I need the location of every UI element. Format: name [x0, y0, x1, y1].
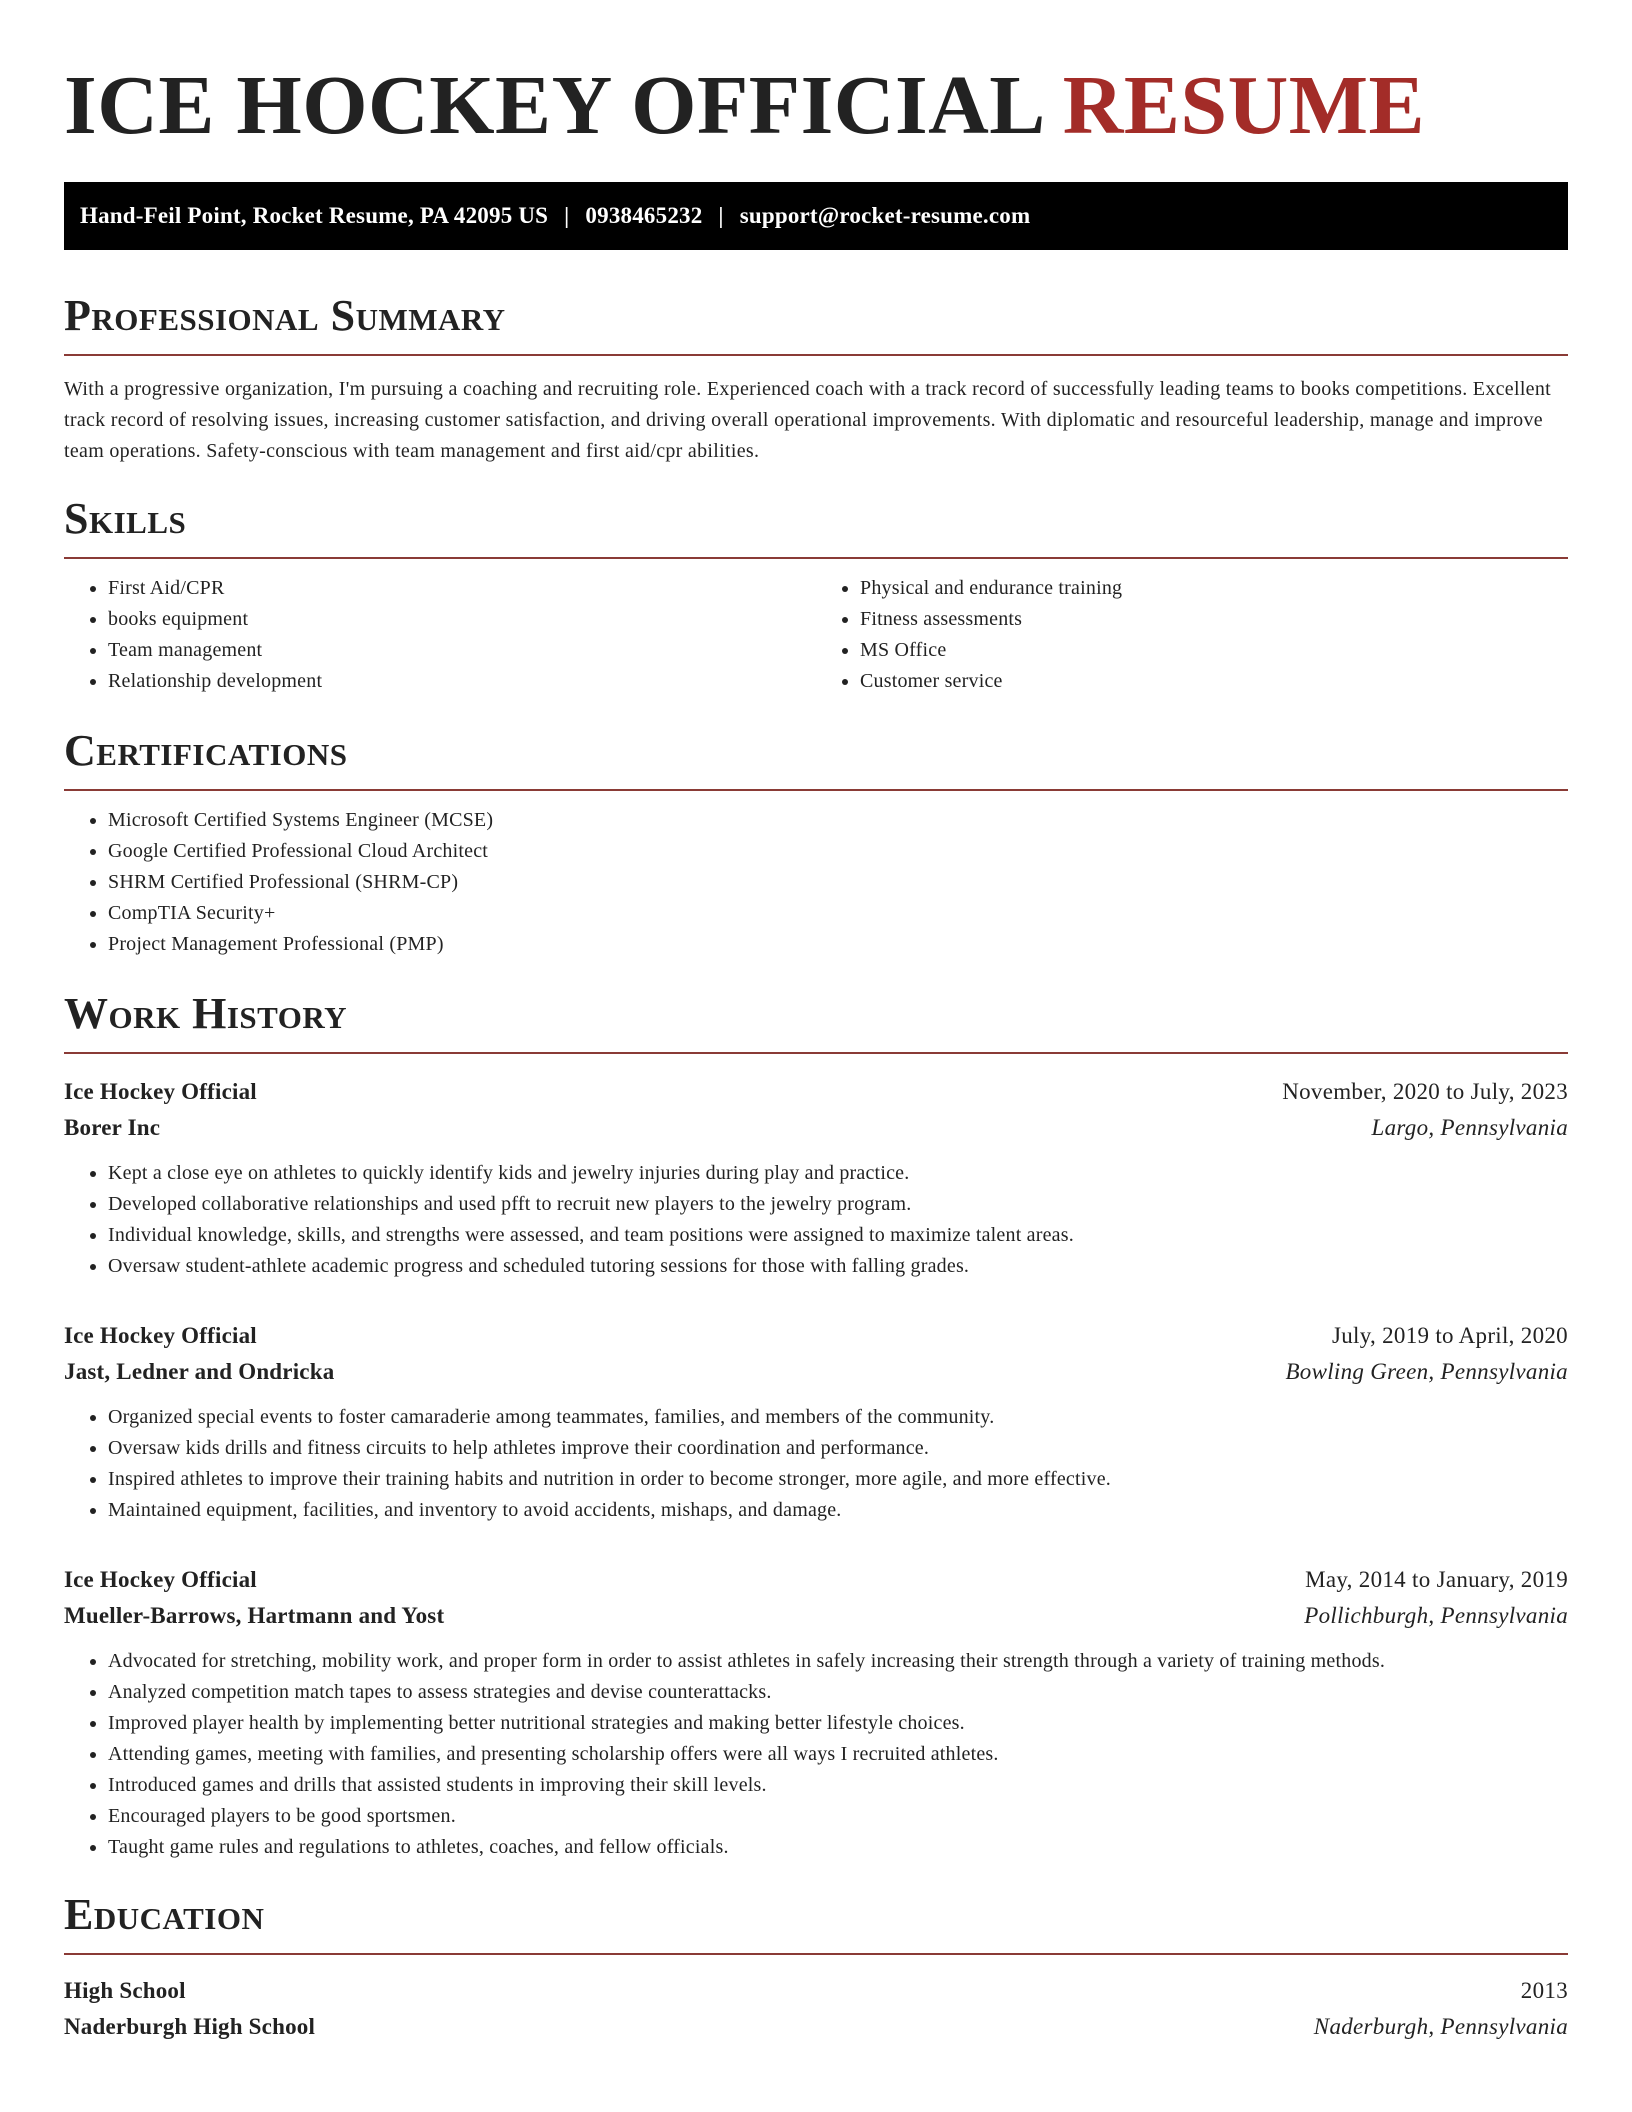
job-duty: • Attending games, meeting with families, and presenting scholarship offers were all ways I recruited athletes. — [108, 1739, 1568, 1770]
education-entry — [64, 1973, 1568, 2045]
skill-item: • Customer service — [860, 666, 1568, 697]
job-duties — [64, 1646, 1568, 1863]
skills-list-left — [64, 573, 816, 697]
skills-heading: Skills — [64, 497, 1568, 559]
skill-item: • Team management — [108, 635, 816, 666]
skill-item: • Fitness assessments — [860, 604, 1568, 635]
job-duties — [64, 1158, 1568, 1282]
education-year: 2013 — [1520, 1978, 1568, 2003]
education-school-row — [64, 2009, 1568, 2045]
job-company-row — [64, 1110, 1568, 1146]
job-duty: • Encouraged players to be good sportsmen. — [108, 1801, 1568, 1832]
skill-item: • MS Office — [860, 635, 1568, 666]
resume-title — [64, 59, 1568, 152]
summary-heading: Professional Summary — [64, 294, 1568, 356]
education-degree: High School — [64, 1978, 186, 2003]
job-company: Mueller-Barrows, Hartmann and Yost — [64, 1603, 445, 1628]
job-dates: November, 2020 to July, 2023 — [1282, 1079, 1568, 1104]
contact-bar — [64, 182, 1568, 250]
job-dates: July, 2019 to April, 2020 — [1331, 1323, 1568, 1348]
job-entry — [64, 1074, 1568, 1282]
job-duty: • Improved player health by implementing better nutritional strategies and making better lifestyle choices. — [108, 1708, 1568, 1739]
skills-list-right — [816, 573, 1568, 697]
job-location: Pollichburgh, Pennsylvania — [1304, 1603, 1568, 1628]
certifications-list — [64, 805, 1568, 960]
contact-separator: | — [564, 203, 570, 228]
job-location: Largo, Pennsylvania — [1371, 1115, 1568, 1140]
job-duty: • Developed collaborative relationships and used pfft to recruit new players to the jewelry program. — [108, 1189, 1568, 1220]
job-duty: • Inspired athletes to improve their training habits and nutrition in order to become stronger, more agile, and more effective. — [108, 1464, 1568, 1495]
job-company: Borer Inc — [64, 1115, 161, 1140]
job-company-row — [64, 1598, 1568, 1634]
skill-item: • Physical and endurance training — [860, 573, 1568, 604]
work-history-heading: Work History — [64, 992, 1568, 1054]
skill-item: • First Aid/CPR — [108, 573, 816, 604]
job-duties — [64, 1402, 1568, 1526]
job-location: Bowling Green, Pennsylvania — [1285, 1359, 1568, 1384]
summary-section — [64, 291, 1568, 467]
contact-address: Hand-Feil Point, Rocket Resume, PA 42095 US — [80, 203, 549, 228]
title-main: ICE HOCKEY OFFICIAL — [64, 59, 1042, 152]
education-heading: Education — [64, 1893, 1568, 1955]
job-duty: • Maintained equipment, facilities, and inventory to avoid accidents, mishaps, and damage. — [108, 1495, 1568, 1526]
contact-email: support@rocket-resume.com — [739, 203, 1031, 228]
education-location: Naderburgh, Pennsylvania — [1313, 2014, 1568, 2039]
job-title: Ice Hockey Official — [64, 1079, 257, 1104]
job-duty: • Oversaw kids drills and fitness circuits to help athletes improve their coordination and performance. — [108, 1433, 1568, 1464]
job-duty: • Organized special events to foster camaraderie among teammates, families, and members of the community. — [108, 1402, 1568, 1433]
job-header-row — [64, 1074, 1568, 1110]
education-section — [64, 1890, 1568, 2045]
job-company: Jast, Ledner and Ondricka — [64, 1359, 335, 1384]
work-history-section — [64, 989, 1568, 1863]
job-dates: May, 2014 to January, 2019 — [1305, 1567, 1568, 1592]
certification-item: • SHRM Certified Professional (SHRM-CP) — [108, 867, 1568, 898]
education-school: Naderburgh High School — [64, 2014, 316, 2039]
skill-item: • Relationship development — [108, 666, 816, 697]
job-duty: • Advocated for stretching, mobility work, and proper form in order to assist athletes in safely increasing their strength through a variety of training methods. — [108, 1646, 1568, 1677]
job-entry — [64, 1318, 1568, 1526]
contact-phone: 0938465232 — [585, 203, 703, 228]
summary-text: With a progressive organization, I'm pursuing a coaching and recruiting role. Experienced coach with a track record of successfully leading teams to books competitions. Excellent track record of resolving issues, increasing customer satisfaction, and driving overall operational improvements. With diplomatic and resourceful leadership, manage and improve team operations. Safety-conscious with team management and first aid/cpr abilities. — [64, 378, 1552, 462]
skill-item: • books equipment — [108, 604, 816, 635]
job-company-row — [64, 1354, 1568, 1390]
education-degree-row — [64, 1973, 1568, 2009]
job-header-row — [64, 1562, 1568, 1598]
skills-section — [64, 494, 1568, 697]
certification-item: • Project Management Professional (PMP) — [108, 929, 1568, 960]
certifications-section — [64, 726, 1568, 960]
job-entry — [64, 1562, 1568, 1863]
certification-item: • CompTIA Security+ — [108, 898, 1568, 929]
job-title: Ice Hockey Official — [64, 1323, 257, 1348]
job-duty: • Kept a close eye on athletes to quickly identify kids and jewelry injuries during play and practice. — [108, 1158, 1568, 1189]
job-duty: • Analyzed competition match tapes to assess strategies and devise counterattacks. — [108, 1677, 1568, 1708]
job-duty: • Introduced games and drills that assisted students in improving their skill levels. — [108, 1770, 1568, 1801]
job-duty: • Individual knowledge, skills, and strengths were assessed, and team positions were assigned to maximize talent areas. — [108, 1220, 1568, 1251]
certification-item: • Google Certified Professional Cloud Architect — [108, 836, 1568, 867]
job-duty: • Taught game rules and regulations to athletes, coaches, and fellow officials. — [108, 1832, 1568, 1863]
title-accent: RESUME — [1062, 59, 1426, 152]
job-title: Ice Hockey Official — [64, 1567, 257, 1592]
job-header-row — [64, 1318, 1568, 1354]
job-duty: • Oversaw student-athlete academic progress and scheduled tutoring sessions for those with falling grades. — [108, 1251, 1568, 1282]
skills-columns — [64, 573, 1568, 697]
certifications-heading: Certifications — [64, 729, 1568, 791]
contact-separator: | — [718, 203, 724, 228]
certification-item: • Microsoft Certified Systems Engineer (MCSE) — [108, 805, 1568, 836]
